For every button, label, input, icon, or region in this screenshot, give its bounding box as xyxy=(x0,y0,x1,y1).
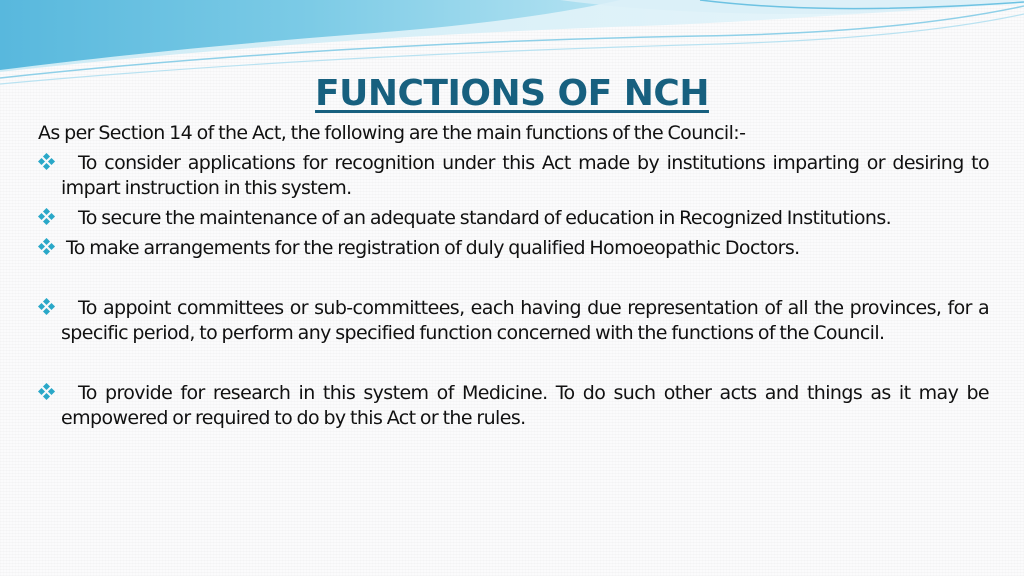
slide-title xyxy=(0,72,1024,116)
diamond-bullet-icon xyxy=(38,208,56,226)
list-item-text: To appoint committees or sub-committees, each having due representation of all the provinces, for a specific period, to perform any specified function concerned with the functions of the Council. xyxy=(61,297,989,344)
diamond-bullet-icon xyxy=(38,153,56,171)
list-item xyxy=(38,236,989,261)
list-item xyxy=(38,151,989,201)
slide-title-text: FUNCTIONS OF NCH xyxy=(315,73,709,114)
list-item-text: To secure the maintenance of an adequate standard of education in Recognized Institutions. xyxy=(78,207,892,229)
list-item-text: To consider applications for recognition under this Act made by institutions imparting or desiring to impart instruction in this system. xyxy=(61,152,989,199)
intro-text: As per Section 14 of the Act, the following are the main functions of the Council:- xyxy=(38,122,746,144)
diamond-bullet-icon xyxy=(38,238,56,256)
functions-list xyxy=(38,151,989,431)
diamond-bullet-icon xyxy=(38,383,56,401)
list-item-text: To provide for research in this system of Medicine. To do such other acts and things as it may be empowered or required to do by this Act or the rules. xyxy=(61,382,989,429)
list-item-text: To make arrangements for the registration of duly qualified Homoeopathic Doctors. xyxy=(66,237,800,259)
list-item xyxy=(38,206,989,231)
diamond-bullet-icon xyxy=(38,298,56,316)
list-item xyxy=(38,296,989,346)
list-item xyxy=(38,381,989,431)
